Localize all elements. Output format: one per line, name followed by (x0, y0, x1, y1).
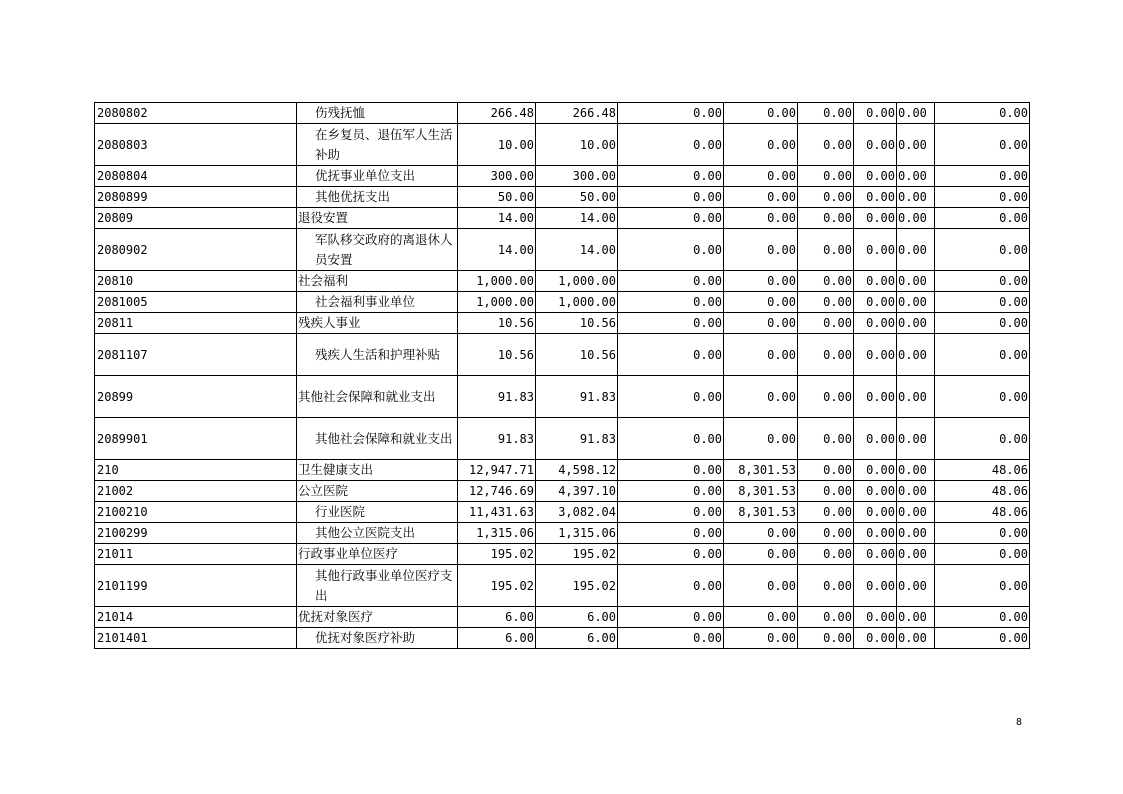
row-value-8: 0.00 (935, 376, 1030, 418)
row-value-7: 0.00 (897, 208, 935, 229)
row-code: 2081107 (95, 334, 297, 376)
row-value-3: 0.00 (618, 523, 724, 544)
row-value-5: 0.00 (798, 481, 854, 502)
row-value-3: 0.00 (618, 544, 724, 565)
row-value-3: 0.00 (618, 271, 724, 292)
row-value-3: 0.00 (618, 313, 724, 334)
table-row (95, 334, 1030, 376)
row-value-5: 0.00 (798, 502, 854, 523)
row-value-1: 1,315.06 (458, 523, 536, 544)
row-value-1: 14.00 (458, 208, 536, 229)
row-value-3: 0.00 (618, 565, 724, 607)
row-name: 伤残抚恤 (297, 103, 458, 124)
row-value-3: 0.00 (618, 460, 724, 481)
row-code: 2089901 (95, 418, 297, 460)
table-row (95, 523, 1030, 544)
row-value-5: 0.00 (798, 166, 854, 187)
row-value-1: 11,431.63 (458, 502, 536, 523)
row-name: 军队移交政府的离退休人员安置 (297, 229, 458, 271)
table-row (95, 103, 1030, 124)
row-value-4: 0.00 (724, 229, 798, 271)
table-row (95, 271, 1030, 292)
row-name: 公立医院 (297, 481, 458, 502)
row-code: 21014 (95, 607, 297, 628)
row-value-2: 195.02 (536, 544, 618, 565)
row-value-3: 0.00 (618, 208, 724, 229)
table-row (95, 607, 1030, 628)
row-value-4: 0.00 (724, 124, 798, 166)
row-name: 其他社会保障和就业支出 (297, 418, 458, 460)
row-value-7: 0.00 (897, 271, 935, 292)
row-value-7: 0.00 (897, 607, 935, 628)
row-code: 2081005 (95, 292, 297, 313)
row-value-1: 300.00 (458, 166, 536, 187)
row-value-6: 0.00 (854, 124, 897, 166)
row-value-2: 10.00 (536, 124, 618, 166)
table-row (95, 628, 1030, 649)
row-value-8: 0.00 (935, 187, 1030, 208)
row-code: 20899 (95, 376, 297, 418)
row-value-6: 0.00 (854, 544, 897, 565)
row-value-5: 0.00 (798, 103, 854, 124)
row-code: 2080902 (95, 229, 297, 271)
row-value-1: 12,746.69 (458, 481, 536, 502)
row-value-1: 12,947.71 (458, 460, 536, 481)
row-value-7: 0.00 (897, 376, 935, 418)
row-value-6: 0.00 (854, 271, 897, 292)
row-value-3: 0.00 (618, 292, 724, 313)
row-value-1: 91.83 (458, 376, 536, 418)
row-value-3: 0.00 (618, 166, 724, 187)
row-value-1: 14.00 (458, 229, 536, 271)
row-code: 2100299 (95, 523, 297, 544)
row-value-5: 0.00 (798, 460, 854, 481)
row-value-3: 0.00 (618, 418, 724, 460)
row-name: 其他公立医院支出 (297, 523, 458, 544)
row-value-4: 8,301.53 (724, 502, 798, 523)
row-value-7: 0.00 (897, 502, 935, 523)
row-value-6: 0.00 (854, 460, 897, 481)
row-value-1: 91.83 (458, 418, 536, 460)
row-value-8: 0.00 (935, 544, 1030, 565)
table-row (95, 502, 1030, 523)
row-value-6: 0.00 (854, 502, 897, 523)
row-value-5: 0.00 (798, 628, 854, 649)
row-value-3: 0.00 (618, 229, 724, 271)
row-value-6: 0.00 (854, 523, 897, 544)
row-name: 残疾人生活和护理补贴 (297, 334, 458, 376)
row-value-2: 91.83 (536, 418, 618, 460)
row-value-8: 48.06 (935, 460, 1030, 481)
row-value-3: 0.00 (618, 607, 724, 628)
row-value-4: 0.00 (724, 166, 798, 187)
row-value-7: 0.00 (897, 187, 935, 208)
row-value-8: 0.00 (935, 418, 1030, 460)
row-name: 社会福利事业单位 (297, 292, 458, 313)
row-value-4: 0.00 (724, 418, 798, 460)
row-value-2: 195.02 (536, 565, 618, 607)
row-value-3: 0.00 (618, 628, 724, 649)
row-value-7: 0.00 (897, 418, 935, 460)
row-value-4: 0.00 (724, 544, 798, 565)
row-value-5: 0.00 (798, 565, 854, 607)
row-value-8: 0.00 (935, 313, 1030, 334)
row-value-4: 8,301.53 (724, 460, 798, 481)
row-value-4: 0.00 (724, 292, 798, 313)
row-value-1: 50.00 (458, 187, 536, 208)
row-value-4: 0.00 (724, 607, 798, 628)
page-number: 8 (1016, 717, 1023, 728)
row-value-2: 91.83 (536, 376, 618, 418)
row-value-2: 10.56 (536, 334, 618, 376)
row-value-1: 6.00 (458, 628, 536, 649)
row-value-2: 4,397.10 (536, 481, 618, 502)
table-row (95, 229, 1030, 271)
table-row (95, 565, 1030, 607)
row-value-2: 300.00 (536, 166, 618, 187)
row-name: 其他社会保障和就业支出 (297, 376, 458, 418)
row-name: 退役安置 (297, 208, 458, 229)
row-name: 优抚对象医疗补助 (297, 628, 458, 649)
row-value-8: 0.00 (935, 103, 1030, 124)
row-value-7: 0.00 (897, 166, 935, 187)
row-value-7: 0.00 (897, 628, 935, 649)
row-value-7: 0.00 (897, 334, 935, 376)
table-row (95, 460, 1030, 481)
row-value-1: 10.56 (458, 334, 536, 376)
row-value-3: 0.00 (618, 334, 724, 376)
row-code: 2080802 (95, 103, 297, 124)
row-value-8: 0.00 (935, 628, 1030, 649)
row-code: 210 (95, 460, 297, 481)
row-code: 2100210 (95, 502, 297, 523)
row-value-1: 1,000.00 (458, 292, 536, 313)
row-code: 21002 (95, 481, 297, 502)
row-value-2: 6.00 (536, 628, 618, 649)
row-value-1: 6.00 (458, 607, 536, 628)
row-code: 2080803 (95, 124, 297, 166)
row-value-5: 0.00 (798, 607, 854, 628)
row-value-7: 0.00 (897, 523, 935, 544)
row-name: 行政事业单位医疗 (297, 544, 458, 565)
table-row (95, 124, 1030, 166)
row-value-7: 0.00 (897, 565, 935, 607)
row-value-8: 0.00 (935, 271, 1030, 292)
row-name: 行业医院 (297, 502, 458, 523)
row-value-2: 50.00 (536, 187, 618, 208)
row-value-1: 10.00 (458, 124, 536, 166)
table-row (95, 292, 1030, 313)
row-value-8: 0.00 (935, 208, 1030, 229)
row-value-6: 0.00 (854, 229, 897, 271)
row-value-6: 0.00 (854, 418, 897, 460)
row-value-7: 0.00 (897, 292, 935, 313)
row-value-8: 48.06 (935, 502, 1030, 523)
row-value-2: 10.56 (536, 313, 618, 334)
row-name: 优抚对象医疗 (297, 607, 458, 628)
row-value-2: 1,000.00 (536, 292, 618, 313)
row-value-7: 0.00 (897, 544, 935, 565)
row-value-3: 0.00 (618, 376, 724, 418)
row-value-1: 1,000.00 (458, 271, 536, 292)
row-name: 在乡复员、退伍军人生活补助 (297, 124, 458, 166)
row-value-5: 0.00 (798, 313, 854, 334)
budget-table (94, 102, 1030, 649)
row-value-5: 0.00 (798, 523, 854, 544)
row-value-3: 0.00 (618, 187, 724, 208)
row-value-1: 10.56 (458, 313, 536, 334)
row-value-2: 4,598.12 (536, 460, 618, 481)
row-value-2: 1,315.06 (536, 523, 618, 544)
row-value-8: 0.00 (935, 124, 1030, 166)
row-value-8: 0.00 (935, 523, 1030, 544)
row-value-6: 0.00 (854, 208, 897, 229)
row-value-7: 0.00 (897, 481, 935, 502)
row-name: 优抚事业单位支出 (297, 166, 458, 187)
row-value-4: 8,301.53 (724, 481, 798, 502)
row-value-3: 0.00 (618, 103, 724, 124)
row-value-4: 0.00 (724, 313, 798, 334)
row-value-4: 0.00 (724, 187, 798, 208)
table-row (95, 481, 1030, 502)
row-value-2: 1,000.00 (536, 271, 618, 292)
row-value-4: 0.00 (724, 334, 798, 376)
row-value-5: 0.00 (798, 229, 854, 271)
row-value-5: 0.00 (798, 376, 854, 418)
row-value-5: 0.00 (798, 292, 854, 313)
row-value-7: 0.00 (897, 460, 935, 481)
row-value-4: 0.00 (724, 376, 798, 418)
row-value-5: 0.00 (798, 124, 854, 166)
row-value-8: 0.00 (935, 334, 1030, 376)
row-value-4: 0.00 (724, 565, 798, 607)
table-row (95, 544, 1030, 565)
row-value-5: 0.00 (798, 334, 854, 376)
row-value-6: 0.00 (854, 187, 897, 208)
table-row (95, 166, 1030, 187)
row-value-2: 14.00 (536, 208, 618, 229)
row-value-5: 0.00 (798, 418, 854, 460)
row-value-1: 195.02 (458, 565, 536, 607)
row-value-7: 0.00 (897, 229, 935, 271)
table-row (95, 418, 1030, 460)
row-value-3: 0.00 (618, 481, 724, 502)
row-code: 2101401 (95, 628, 297, 649)
table-row (95, 208, 1030, 229)
row-value-3: 0.00 (618, 502, 724, 523)
row-value-7: 0.00 (897, 103, 935, 124)
row-value-8: 0.00 (935, 166, 1030, 187)
row-code: 2080899 (95, 187, 297, 208)
table-row (95, 187, 1030, 208)
row-value-1: 266.48 (458, 103, 536, 124)
row-value-5: 0.00 (798, 208, 854, 229)
row-name: 社会福利 (297, 271, 458, 292)
row-value-4: 0.00 (724, 523, 798, 544)
row-value-6: 0.00 (854, 628, 897, 649)
row-value-1: 195.02 (458, 544, 536, 565)
row-name: 其他优抚支出 (297, 187, 458, 208)
row-code: 2080804 (95, 166, 297, 187)
row-value-6: 0.00 (854, 103, 897, 124)
row-value-6: 0.00 (854, 376, 897, 418)
row-value-4: 0.00 (724, 208, 798, 229)
table-row (95, 376, 1030, 418)
row-value-8: 48.06 (935, 481, 1030, 502)
row-value-6: 0.00 (854, 481, 897, 502)
row-value-3: 0.00 (618, 124, 724, 166)
row-value-5: 0.00 (798, 544, 854, 565)
row-value-6: 0.00 (854, 565, 897, 607)
row-value-6: 0.00 (854, 292, 897, 313)
row-code: 21011 (95, 544, 297, 565)
table-row (95, 313, 1030, 334)
row-name: 残疾人事业 (297, 313, 458, 334)
row-value-2: 14.00 (536, 229, 618, 271)
row-value-6: 0.00 (854, 313, 897, 334)
row-value-8: 0.00 (935, 607, 1030, 628)
row-value-2: 3,082.04 (536, 502, 618, 523)
row-value-5: 0.00 (798, 187, 854, 208)
table-body (95, 103, 1030, 649)
row-value-2: 6.00 (536, 607, 618, 628)
row-code: 20810 (95, 271, 297, 292)
row-value-6: 0.00 (854, 334, 897, 376)
row-value-5: 0.00 (798, 271, 854, 292)
row-value-6: 0.00 (854, 607, 897, 628)
row-code: 20811 (95, 313, 297, 334)
row-value-4: 0.00 (724, 271, 798, 292)
row-code: 20809 (95, 208, 297, 229)
row-value-8: 0.00 (935, 229, 1030, 271)
row-value-8: 0.00 (935, 565, 1030, 607)
row-value-6: 0.00 (854, 166, 897, 187)
row-value-7: 0.00 (897, 124, 935, 166)
row-code: 2101199 (95, 565, 297, 607)
row-name: 卫生健康支出 (297, 460, 458, 481)
row-value-4: 0.00 (724, 628, 798, 649)
row-value-2: 266.48 (536, 103, 618, 124)
row-value-7: 0.00 (897, 313, 935, 334)
row-value-8: 0.00 (935, 292, 1030, 313)
row-name: 其他行政事业单位医疗支出 (297, 565, 458, 607)
row-value-4: 0.00 (724, 103, 798, 124)
